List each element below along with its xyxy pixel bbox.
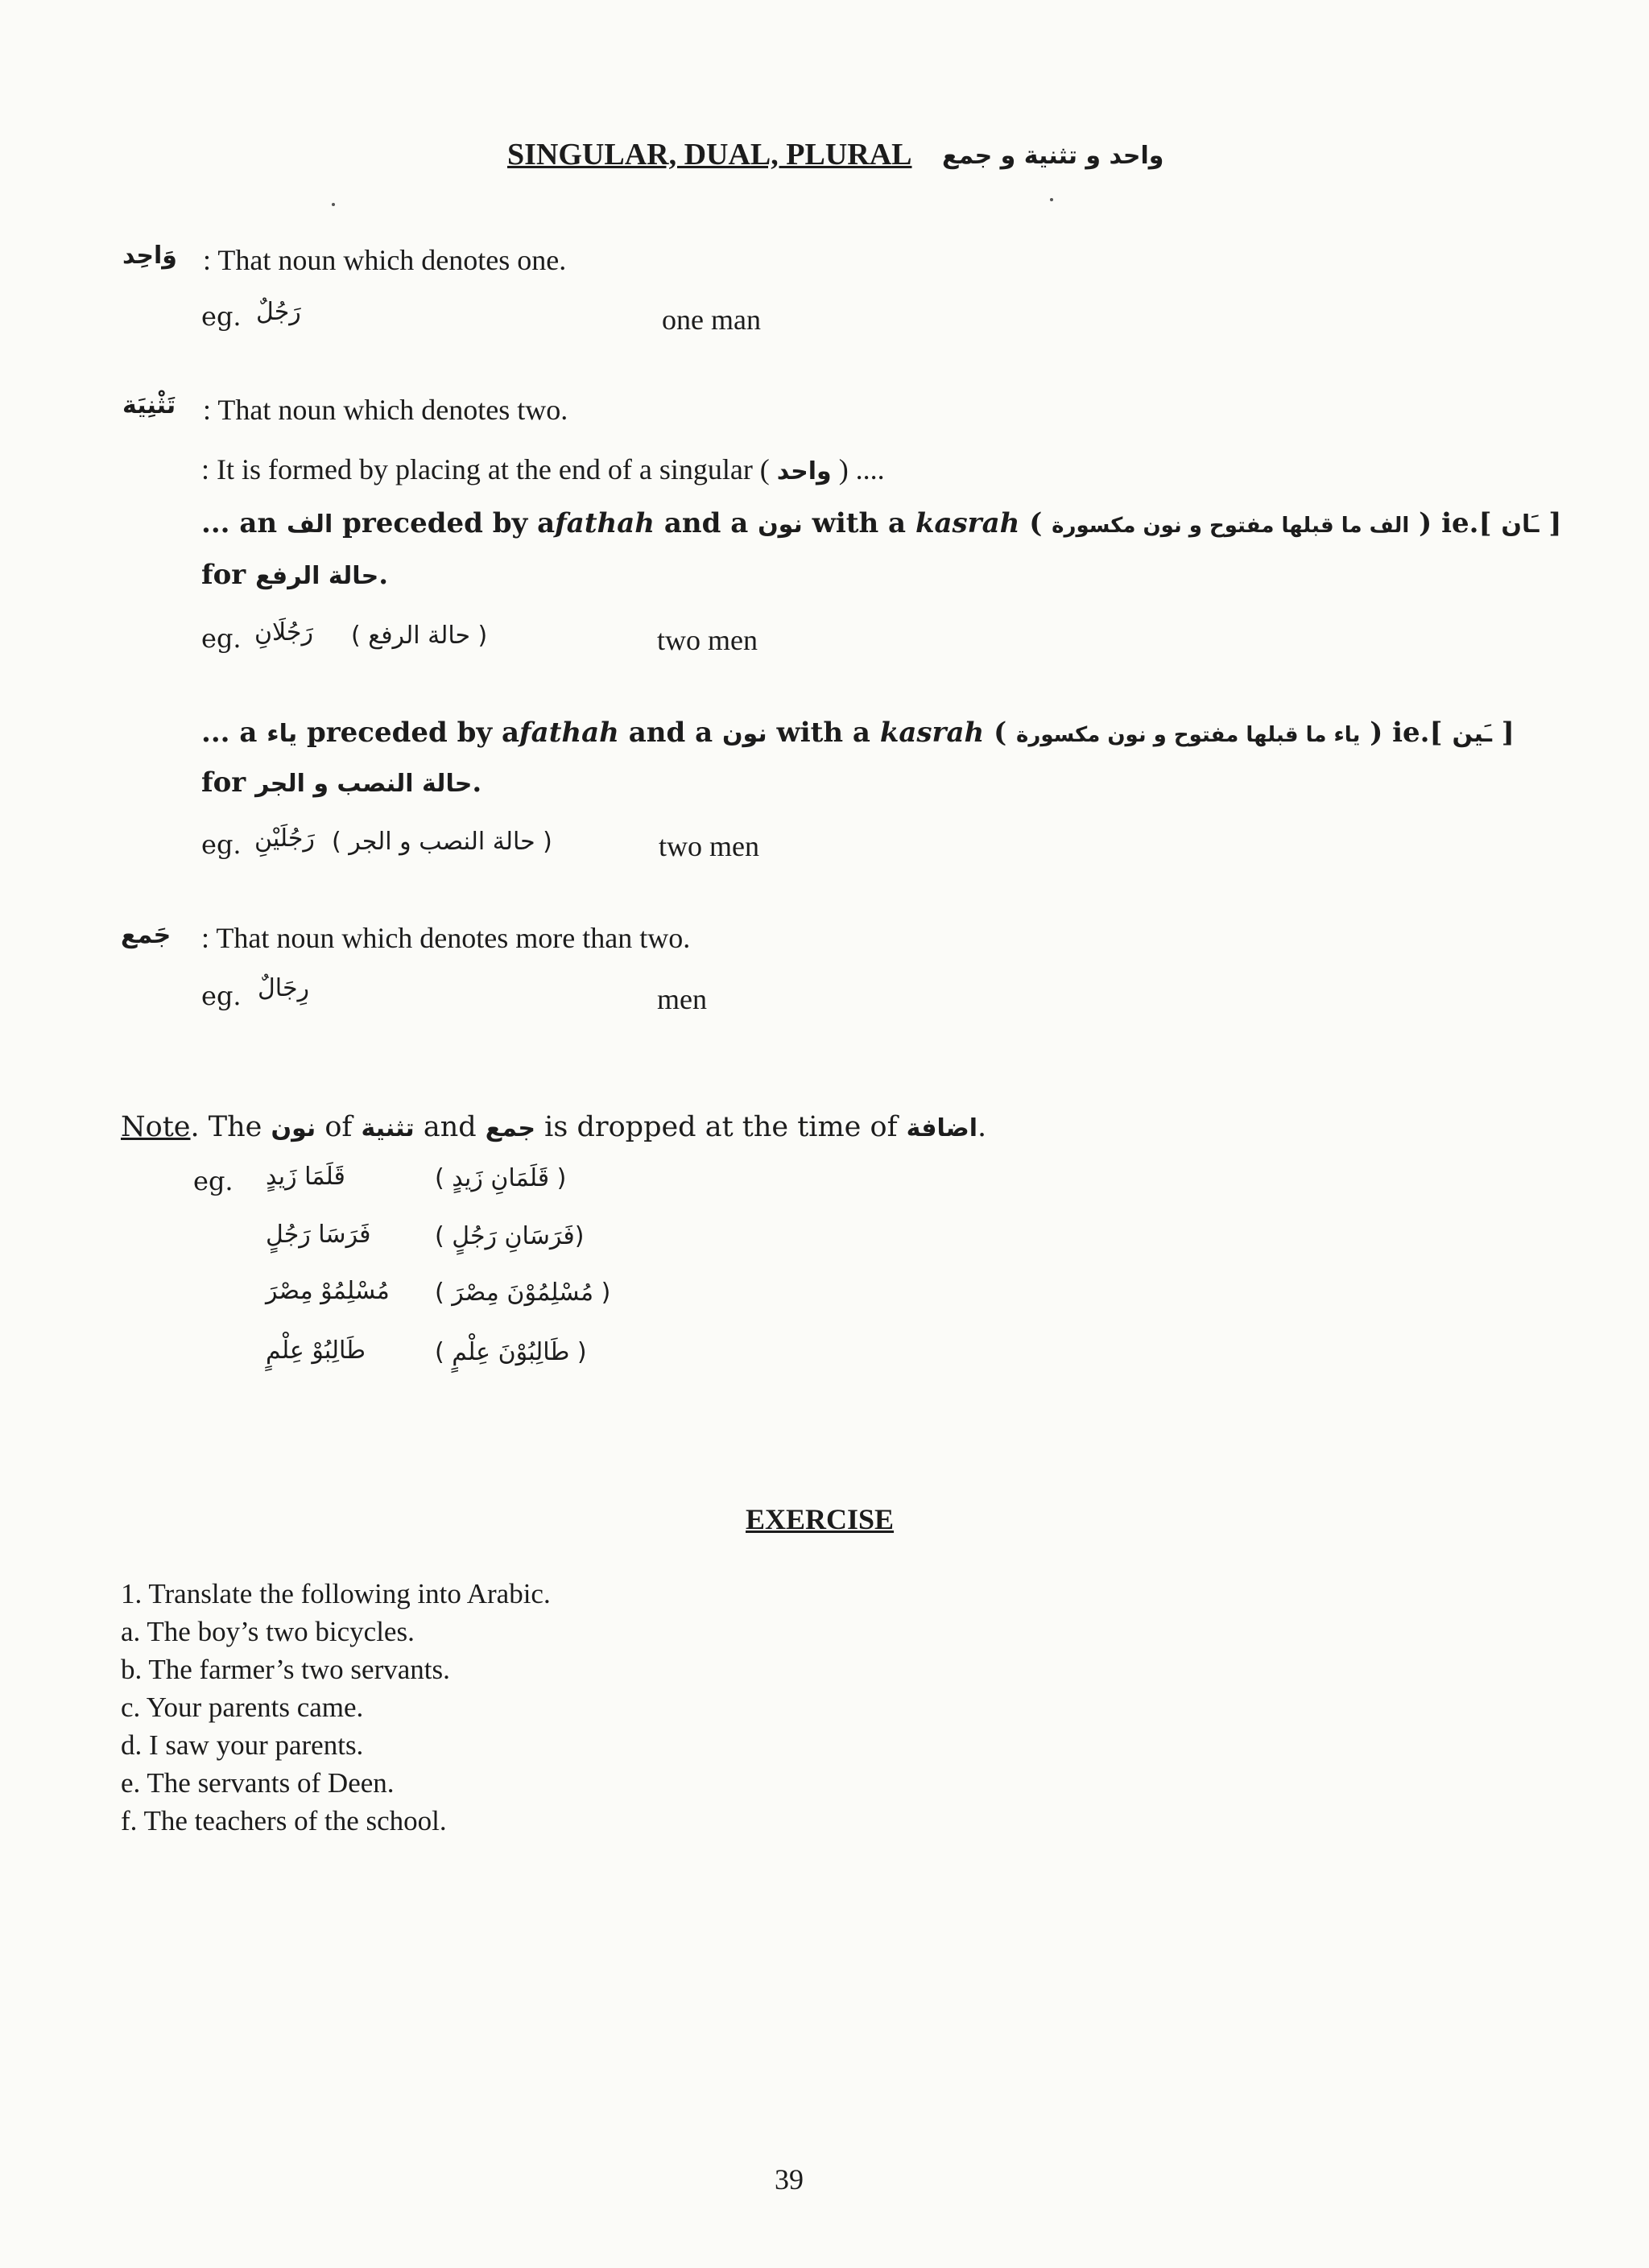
fathah-term: fathah [519,717,619,749]
paren: ) [1419,507,1432,539]
example-meaning: two men [659,830,759,862]
example-label: eg. [201,981,242,1011]
scan-speck [1050,198,1053,201]
scan-speck [332,203,335,206]
dual-word: تثنية [361,1114,415,1142]
alif-word: الف [286,510,333,539]
idafah-short: قَلَمَا زَيدٍ [266,1163,345,1191]
dual-formed-line [201,452,885,486]
dual-rule-alif-case [201,559,388,591]
note-text: is dropped at the time of [544,1111,898,1143]
example-meaning: two men [657,624,758,656]
note-text: of [324,1111,353,1143]
example-label: eg. [201,829,242,860]
example-case: ( حالة الرفع ) [351,622,488,650]
rule-with: with a [776,717,870,749]
exercise-heading: EXERCISE [746,1503,895,1535]
exercise-item: 1. Translate the following into Arabic. [121,1578,551,1609]
note-line [121,1111,986,1143]
rule-preceded: preceded by a [342,507,556,539]
for-label: for [201,559,246,591]
ie-close: ] [1501,717,1515,749]
exercise-item: e. The servants of Deen. [121,1767,395,1799]
note-label: Note [121,1111,191,1143]
example-meaning: one man [662,304,761,336]
idafah-short: طَالِبُوْ عِلْمٍ [266,1336,366,1365]
exercise-item: b. The farmer’s two servants. [121,1654,450,1685]
idafah-full: (فَرَسَانِ رَجُلٍ ) [435,1222,585,1250]
dual-term: تَثْنِيَة [122,391,176,419]
rule-arabic: الف ما قبلها مفتوح و نون مكسورة [1052,514,1410,538]
exercise-item: d. I saw your parents. [121,1729,364,1761]
rule-lead: ... a [201,717,258,749]
example-label: eg. [201,623,242,654]
fathah-term: fathah [555,507,655,539]
dual-rule-alif [201,507,1561,539]
singular-term: وَاحِد [122,242,177,270]
singular-definition: : That noun which denotes one. [203,244,567,276]
title-english: SINGULAR, DUAL, PLURAL [507,138,912,171]
kasrah-term: kasrah [879,717,985,749]
example-arabic: رَجُلَيْنِ [254,824,315,853]
example-arabic: رِجَالٌ [258,974,309,1002]
idafah-word: اضافة [906,1114,978,1142]
paren: ( [1029,507,1043,539]
ie-label: ie.[ [1392,717,1443,749]
ie-close: ] [1548,507,1562,539]
example-meaning: men [657,983,707,1015]
exercise-item: c. Your parents came. [121,1692,364,1723]
rule-and: and a [628,717,713,749]
kasrah-term: kasrah [915,507,1020,539]
ie-label: ie.[ [1441,507,1492,539]
ie-arabic: ـَان [1501,510,1539,539]
idafah-full: ( طَالِبُوْنَ عِلْمٍ ) [435,1338,587,1366]
exercise-item: a. The boy’s two bicycles. [121,1616,415,1647]
note-end: . [977,1111,987,1143]
exercise-list [121,1575,551,1840]
rule-arabic: ياء ما قبلها مفتوح و نون مكسورة [1016,723,1361,747]
case-arabic: حالة الرفع [255,562,379,590]
for-label: for [201,766,246,799]
rule-lead: ... an [201,507,278,539]
plural-word: جمع [485,1114,536,1142]
dual-rule-ya [201,717,1515,749]
example-case: ( حالة النصب و الجر ) [332,828,552,856]
rule-with: with a [812,507,907,539]
paren: ) [1370,717,1383,749]
paren: ( [994,717,1007,749]
case-end: . [472,766,482,799]
dual-rule-ya-case [201,766,481,799]
case-arabic: حالة النصب و الجر [255,770,473,798]
exercise-item: f. The teachers of the school. [121,1805,447,1836]
idafah-full: ( مُسْلِمُوْنَ مِصْرَ ) [435,1279,611,1307]
formed-text: : It is formed by placing at the end of a singular ( [201,453,770,485]
example-arabic: رَجُلٌ [256,298,301,326]
plural-term: جَمع [121,921,172,949]
example-label: eg. [193,1166,234,1196]
dual-definition: : That noun which denotes two. [203,394,568,426]
ya-word: ياء [267,720,298,748]
idafah-short: فَرَسَا رَجُلٍ [266,1221,371,1249]
plural-definition: : That noun which denotes more than two. [201,922,691,954]
example-arabic: رَجُلَانِ [254,618,313,647]
rule-preceded: preceded by a [306,717,520,749]
rule-and: and a [663,507,749,539]
note-text: . The [190,1111,262,1143]
noon-word: نون [758,510,803,539]
noon-word: نون [271,1114,316,1142]
formed-end: ) .... [838,453,885,485]
idafah-short: مُسْلِمُوْ مِصْرَ [266,1277,390,1305]
formed-arabic: واحد [776,457,832,485]
example-label: eg. [201,301,242,332]
page-number: 39 [775,2163,804,2196]
title-arabic: واحد و تثنية و جمع [942,142,1164,170]
noon-word: نون [721,720,767,748]
idafah-full: ( قَلَمَانِ زَيدٍ ) [435,1164,567,1192]
case-end: . [378,559,389,591]
note-text: and [423,1111,477,1143]
ie-arabic: ـَين [1452,720,1492,748]
